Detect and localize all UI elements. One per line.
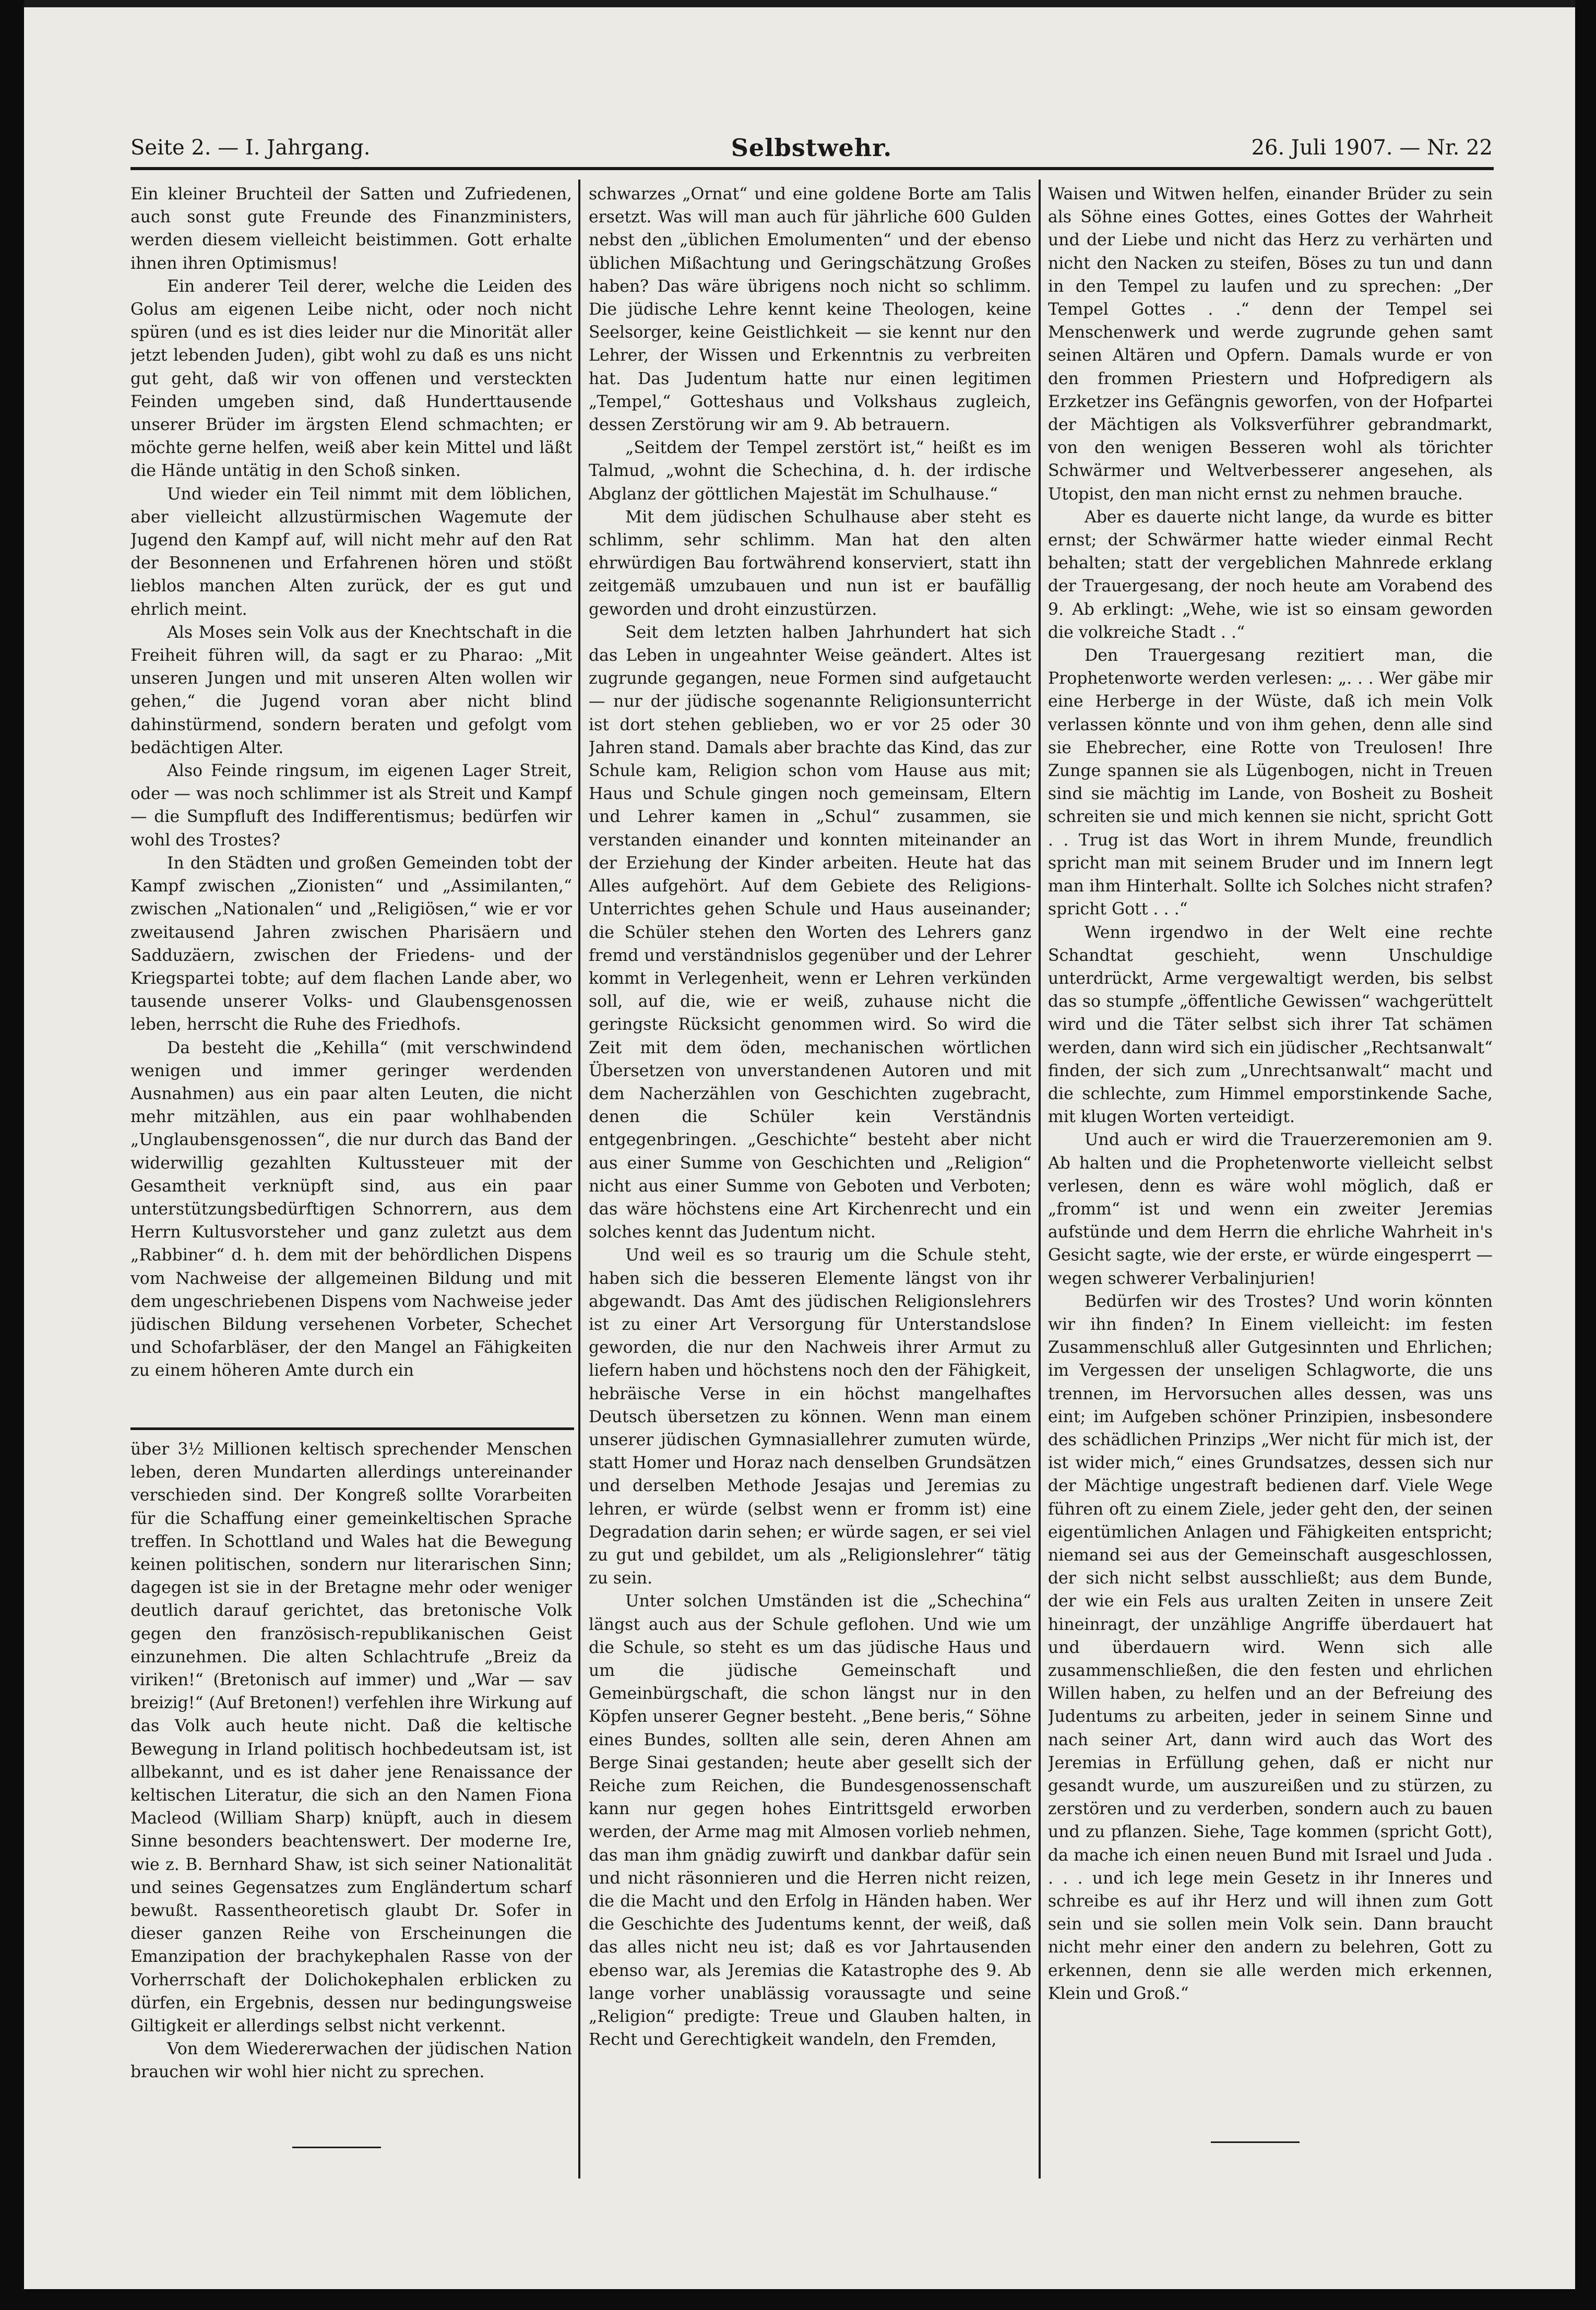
end-rule (292, 2147, 381, 2148)
paragraph: Unter solchen Umständen ist die „Schechina“ längst auch aus der Schule geflohen. Und wie um die Schule, so steht es um das jüdische Haus und um die jüdische Gemeinschaft und Gemeinbürgschaft, die schon längst nur in den Köpfen unserer Gegner besteht. „Bene beris,“ Söhne eines Bundes, sollten alle sein, deren Ahnen am Berge Sinai gestanden; heute aber gesellt sich der Reiche zum Reichen, die Bundesgenossenschaft kann nur gegen hohes Eintrittsgeld erworben werden, der Arme mag mit Almosen vorlieb nehmen, das man ihm gnädig zuwirft und dankbar dafür sein und nicht räsonnieren und die Herren nicht reizen, die die Macht und den Erfolg in Händen haben. Wer die Geschichte des Judentums kennt, der weiß, daß das alles nicht neu ist; daß es vor Jahrtausenden ebenso war, als Jeremias die Katastrophe des 9. Ab lange vorher unablässig voraussagte und seine „Religion“ predigte: Treue und Glauben halten, in Recht und Gerechtigkeit wandeln, den Fremden, (589, 1592, 1031, 2050)
page-header (130, 129, 1493, 166)
paragraph: Als Moses sein Volk aus der Knechtschaft in die Freiheit führen will, da sagt er zu Pharao: „Mit unseren Jungen und mit unseren Alten wollen wir gehen,“ die Jugend voran aber nicht blind dahinstürmend, sondern beraten und gefolgt vom bedächtigen Alter. (130, 623, 572, 757)
column-2 (589, 183, 1031, 2176)
paragraph: Den Trauergesang rezitiert man, die Prophetenworte werden verlesen: „. . . Wer gäbe mir eine Herberge in der Wüste, daß ich mein Volk verlassen könnte und von ihm gehen, denn alle sind sie Ehebrecher, eine Rotte von Treulosen! Ihre Zunge spannen sie als Lügenbogen, nicht in Treuen sind sie mächtig im Lande, von Bosheit zu Bosheit schreiten sie und mich kennen sie nicht, spricht Gott . . Trug ist das Wort in ihrem Munde, freundlich spricht man mit seinem Bruder und im Innern legt man ihm Hinterhalt. Sollte ich Solches nicht strafen? spricht Gott . . .“ (1048, 646, 1493, 919)
paragraph: Da besteht die „Kehilla“ (mit verschwindend wenigen und immer geringer werdenden Ausnahmen) aus ein paar alten Leuten, die nicht mehr mitzählen, aus ein paar wohlhabenden „Unglaubensgenossen“, die nur durch das Band der widerwillig gezahlten Kultussteuer mit der Gesamtheit verknüpft sind, aus ein paar unterstützungsbedürftigen Schnorrern, aus dem Herrn Kultusvorsteher und ganz zuletzt aus dem „Rabbiner“ d. h. dem mit der behördlichen Dispens vom Nachweise der allgemeinen Bildung und mit dem ungeschriebenen Dispens vom Nachweise jeder jüdischen Bildung versehenen Vorbeter, Schechet und Schofarbläser, der den Mangel an Fähigkeiten zu einem höheren Amte durch ein (130, 1038, 572, 1380)
scan-border-top (0, 0, 1596, 7)
paragraph: Mit dem jüdischen Schulhause aber steht es schlimm, sehr schlimm. Man hat den alten ehrwürdigen Bau fortwährend konserviert, statt ihn zeitgemäß umzubauen und nun ist er baufällig geworden und droht einzustürzen. (589, 507, 1031, 619)
scan-border-left (0, 0, 24, 2310)
paragraph: Von dem Wiedererwachen der jüdischen Nation brauchen wir wohl hier nicht zu sprechen. (130, 2040, 572, 2082)
paragraph: In den Städten und großen Gemeinden tobt der Kampf zwischen „Zionisten“ und „Assimilanten,“ zwischen „Nationalen“ und „Religiösen,“ wie er vor zweitausend Jahren zwischen Pharisäern und Sadduzäern, zwischen der Friedens- und der Kriegspartei tobte; auf dem flachen Lande aber, wo tausende unserer Volks- und Glaubensgenossen leben, herrscht die Ruhe des Friedhofs. (130, 853, 572, 1034)
paragraph: Ein anderer Teil derer, welche die Leiden des Golus am eigenen Leibe nicht, oder noch nicht spüren (und es ist dies leider nur die Minorität aller jetzt lebenden Juden), gibt wohl zu daß es uns nicht gut geht, daß wir von offenen und versteckten Feinden umgeben sind, daß Hunderttausende unserer Brüder im ärgsten Elend schmachten; er möchte gerne helfen, weiß aber kein Mittel und läßt die Hände untätig in den Schoß sinken. (130, 277, 572, 481)
column-divider-1 (578, 180, 580, 2178)
scan-border-bottom (0, 2289, 1596, 2310)
paragraph: über 3½ Millionen keltisch sprechender Menschen leben, deren Mundarten allerdings untereinander verschieden sind. Der Kongreß sollte Vorarbeiten für die Schaffung einer gemeinkeltischen Sprache treffen. In Schottland und Wales hat die Bewegung keinen politischen, sondern nur literarischen Sinn; dagegen ist sie in der Bretagne mehr oder weniger deutlich darauf gerichtet, das bretonische Volk gegen den französisch-republikanischen Geist einzunehmen. Die alten Schlachtrufe „Breiz da viriken!“ (Bretonisch auf immer) und „War — sav breizig!“ (Auf Bretonen!) verfehlen ihre Wirkung auf das Volk auch heute nicht. Daß die keltische Bewegung in Irland politisch hochbedeutsam ist, ist allbekannt, und es ist daher jene Renaissance der keltischen Literatur, die sich an den Namen Fiona Macleod (William Sharp) knüpft, auch in diesem Sinne besonders beachtenswert. Der moderne Ire, wie z. B. Bernhard Shaw, ist sich seiner Nationalität und seines Gegensatzes zum Engländertum scharf bewußt. Rassentheoretisch glaubt Dr. Sofer in dieser ganzen Reihe von Erscheinungen die Emanzipation der brachykephalen Rasse von der Vorherrschaft der Dolichokephalen erblicken zu dürfen, ein Ergebnis, dessen nur bedingungsweise Giltigkeit er allerdings selbst nicht verkennt. (130, 1440, 572, 2036)
paragraph: Also Feinde ringsum, im eigenen Lager Streit, oder — was noch schlimmer ist als Streit und Kampf — die Sumpfluft des Indifferentismus; bedürfen wir wohl des Trostes? (130, 761, 572, 850)
paragraph: Bedürfen wir des Trostes? Und worin könnten wir ihn finden? In Einem vielleicht: im festen Zusammenschluß aller Gutgesinnten und Ehrlichen; im Vergessen der unseligen Schlagworte, die uns trennen, im Hervorsuchen alles dessen, was uns eint; im Aufgeben schöner Prinzipien, insbesondere des schädlichen Prinzips „Wer nicht für mich ist, der ist wider mich,“ eines Grundsatzes, dessen sich nur der Mächtige ungestraft bedienen darf. Viele Wege führen oft zu einem Ziele, jeder geht den, der seinen eigentümlichen Anlagen und Fähigkeiten entspricht; niemand sei aus der Gemeinschaft ausgeschlossen, der sich nicht selbst ausschließt; aus dem Bunde, der wie ein Fels aus uralten Zeiten in unsere Zeit hineinragt, der unzählige Angriffe überdauert hat und überdauern wird. Wenn sich alle zusammenschließen, die den festen und ehrlichen Willen haben, zu helfen und an der Befreiung des Judentums zu arbeiten, jeder in seinem Sinne und nach seiner Art, dann wird auch das Wort des Jeremias in Erfüllung gehen, daß er nicht nur gesandt wurde, um auszureißen und zu stürzen, zu zerstören und zu verderben, sondern auch zu bauen und zu pflanzen. Siehe, Tage kommen (spricht Gott), da mache ich einen neuen Bund mit Israel und Juda . . . . und ich lege mein Gesetz in ihr Inneres und schreibe es auf ihr Herz und will ihnen zum Gott sein und sie sollen mein Volk sein. Dann braucht nicht mehr einer den andern zu belehren, Gott zu erkennen, denn sie alle werden mich erkennen, Klein und Groß.“ (1048, 1292, 1493, 2003)
paragraph: Und auch er wird die Trauerzeremonien am 9. Ab halten und die Prophetenworte vielleicht selbst verlesen, denn es wäre wohl möglich, daß er „fromm“ ist und wenn ein zweiter Jeremias aufstünde und dem Herrn die ehrliche Wahrheit in's Gesicht sagte, wie der erste, er würde eingesperrt — wegen schwerer Verbalinjurien! (1048, 1130, 1493, 1288)
paragraph: Waisen und Witwen helfen, einander Brüder zu sein als Söhne eines Gottes, eines Gottes der Wahrheit und der Liebe und nicht das Herz zu verhärten und nicht den Nacken zu steifen, Böses zu tun und dann in den Tempel zu laufen und zu sprechen: „Der Tempel Gottes . .“ denn der Tempel sei Menschenwerk und werde zugrunde gehen samt seinen Altären und Opfern. Damals wurde er von den frommen Priestern und Hofpredigern als Erzketzer ins Gefängnis geworfen, von der Hofpartei der Mächtigen als Volksverführer gebrandmarkt, von den wenigen Besseren wohl als törichter Schwärmer und Weltverbesserer angesehen, als Utopist, den man nicht ernst zu nehmen brauche. (1048, 185, 1493, 504)
paragraph: Ein kleiner Bruchteil der Satten und Zufriedenen, auch sonst gute Freunde des Finanzministers, werden diesem vielleicht beistimmen. Gott erhalte ihnen ihren Optimismus! (130, 185, 572, 273)
end-rule (1211, 2141, 1300, 2143)
paragraph: schwarzes „Ornat“ und eine goldene Borte am Talis ersetzt. Was will man auch für jährliche 600 Gulden nebst den „üblichen Emolumenten“ und der ebenso üblichen Mißachtung und Geringschätzung Großes haben? Das wäre übrigens noch nicht so schlimm. Die jüdische Lehre kennt keine Theologen, keine Seelsorger, keine Geistlichkeit — sie kennt nur den Lehrer, der Wissen und Erkenntnis zu verbreiten hat. Das Judentum hatte nur einen legitimen „Tempel,“ Gotteshaus und Volkshaus zugleich, dessen Zerstörung wir am 9. Ab betrauern. (589, 185, 1031, 435)
scan-border-right (1575, 0, 1596, 2310)
paragraph: Und weil es so traurig um die Schule steht, haben sich die besseren Elemente längst von ihr abgewandt. Das Amt des jüdischen Religionslehrers ist zu einer Art Versorgung für Unterstandslose geworden, die nur den Nachweis ihrer Armut zu liefern haben und höchstens noch den der Fähigkeit, hebräische Verse in ein höchst mangelhaftes Deutsch übersetzen zu können. Wenn man einem unserer jüdischen Gymnasiallehrer zumuten würde, statt Homer und Horaz nach denselben Grundsätzen und derselben Methode Jesajas und Jeremias zu lehren, er würde (selbst wenn er fromm ist) eine Degradation darin sehen; er würde sagen, er sei viel zu gut und gebildet, um als „Religionslehrer“ tätig zu sein. (589, 1246, 1031, 1588)
column-1-bottom (130, 1438, 572, 2137)
paragraph: Seit dem letzten halben Jahrhundert hat sich das Leben in ungeahnter Weise geändert. Altes ist zugrunde gegangen, neue Formen sind aufgetaucht — nur der jüdische sogenannte Religionsunterricht ist dort stehen geblieben, wo er vor 25 oder 30 Jahren stand. Damals aber brachte das Kind, das zur Schule kam, Religion schon vom Hause aus mit; Haus und Schule gingen noch gemeinsam, Eltern und Lehrer kamen in „Schul“ zusammen, sie verstanden einander und konnten miteinander an der Erziehung der Kinder arbeiten. Heute hat das Alles aufgehört. Auf dem Gebiete des Religions-Unterrichtes gehen Schule und Haus auseinander; die Schüler stehen den Worten des Lehrers ganz fremd und verständnislos gegenüber und der Lehrer kommt in Verlegenheit, wenn er Lehren verkünden soll, auf die, wie er weiß, zuhause nicht die geringste Rücksicht genommen wird. So wird die Zeit mit dem öden, mechanischen wörtlichen Übersetzen von unverstandenen Autoren und mit dem Nacherzählen von Geschichten zugebracht, denen die Schüler kein Verständnis entgegenbringen. „Geschichte“ besteht aber nicht aus einer Summe von Geschichten und „Religion“ nicht aus einer Summe von Geboten und Verboten; das wäre höchstens eine Art Kirchenrecht und ein solches kennt das Judentum nicht. (589, 623, 1031, 1242)
header-masthead: Selbstwehr. (731, 134, 892, 162)
header-page-info: Seite 2. — I. Jahrgang. (130, 136, 371, 160)
article-separator (130, 1427, 574, 1430)
column-divider-2 (1039, 180, 1041, 2178)
paragraph: Wenn irgendwo in der Welt eine rechte Schandtat geschieht, wenn Unschuldige unterdrückt, Arme vergewaltigt werden, bis selbst das so stumpfe „öffentliche Gewissen“ wachgerüttelt wird und die Täter selbst sich ihrer Tat schämen werden, dann wird sich ein jüdischer „Rechtsanwalt“ finden, der sich zum „Unrechtsanwalt“ macht und die schlechte, zum Himmel emporstinkende Sache, mit klugen Worten verteidigt. (1048, 923, 1493, 1127)
paragraph: „Seitdem der Tempel zerstört ist,“ heißt es im Talmud, „wohnt die Schechina, d. h. der irdische Abglanz der göttlichen Majestät im Schulhause.“ (589, 438, 1031, 504)
column-1-top (130, 183, 572, 1424)
paragraph: Und wieder ein Teil nimmt mit dem löblichen, aber vielleicht allzustürmischen Wagemute der Jugend den Kampf auf, will nicht mehr auf den Rat der Besonnenen und Erfahrenen hören und stößt lieblos manchen Alten zurück, der es gut und ehrlich meint. (130, 484, 572, 619)
header-rule (130, 167, 1494, 170)
header-date-issue: 26. Juli 1907. — Nr. 22 (1251, 136, 1493, 160)
column-3 (1048, 183, 1493, 2135)
paragraph: Aber es dauerte nicht lange, da wurde es bitter ernst; der Schwärmer hatte wieder einmal Recht behalten; statt der vergeblichen Mahnrede erklang der Trauergesang, der noch heute am Vorabend des 9. Ab erklingt: „Wehe, wie ist so einsam geworden die volkreiche Stadt . .“ (1048, 507, 1493, 642)
